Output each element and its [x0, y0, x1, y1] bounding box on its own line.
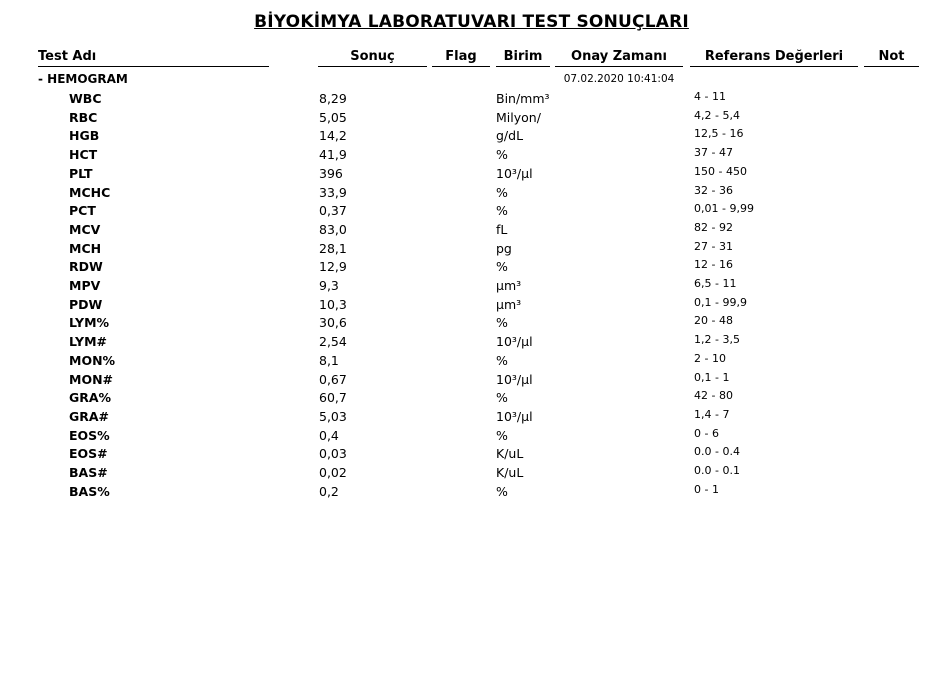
result-value: 9,3 — [319, 278, 339, 293]
test-name: GRA% — [69, 390, 112, 406]
table-row — [0, 372, 943, 391]
header-note: Not — [864, 49, 919, 67]
reference-range: 0,01 - 9,99 — [694, 202, 754, 216]
reference-range: 0.0 - 0.4 — [694, 445, 740, 459]
unit: Milyon/ — [496, 109, 541, 125]
reference-range: 0 - 1 — [694, 482, 719, 496]
test-name: BAS% — [69, 483, 110, 499]
table-row — [0, 409, 943, 428]
reference-range: 20 - 48 — [694, 314, 733, 328]
result-value: 0,02 — [319, 465, 347, 480]
reference-range: 12,5 - 16 — [694, 127, 744, 141]
unit: % — [496, 184, 508, 200]
reference-range: 0.0 - 0.1 — [694, 464, 740, 477]
result-value: 0,37 — [319, 203, 347, 219]
result-value: 5,03 — [319, 408, 347, 424]
table-row — [0, 259, 943, 278]
test-name: LYM# — [69, 334, 107, 350]
result-value: 2,54 — [319, 334, 347, 350]
test-name: EOS# — [69, 446, 108, 462]
unit: 10³/µl — [496, 334, 533, 350]
result-value: 396 — [319, 165, 343, 181]
result-value: 10,3 — [319, 296, 347, 312]
test-name: PDW — [69, 296, 103, 312]
test-name: HGB — [69, 128, 100, 144]
reference-range: 37 - 47 — [694, 146, 733, 160]
reference-range: 27 - 31 — [694, 239, 733, 253]
unit: % — [496, 259, 508, 275]
unit: µm³ — [496, 278, 522, 293]
test-name: GRA# — [69, 408, 110, 424]
unit: % — [496, 352, 508, 368]
result-value: 0,67 — [319, 371, 347, 387]
test-name: MCH — [69, 240, 102, 256]
result-value: 8,29 — [319, 91, 347, 106]
table-row — [0, 110, 943, 129]
header-test-name: Test Adı — [38, 49, 269, 67]
reference-range: 1,2 - 3,5 — [694, 333, 740, 347]
table-row — [0, 147, 943, 166]
reference-range: 4 - 11 — [694, 90, 726, 103]
unit: 10³/µl — [496, 165, 533, 181]
reference-range: 12 - 16 — [694, 258, 733, 272]
test-name: BAS# — [69, 465, 108, 480]
unit: % — [496, 203, 508, 219]
result-value: 60,7 — [319, 390, 347, 406]
result-value: 28,1 — [319, 240, 347, 256]
reference-range: 82 - 92 — [694, 220, 733, 234]
table-row — [0, 334, 943, 353]
reference-range: 2 - 10 — [694, 351, 726, 365]
header-reference-values: Referans Değerleri — [690, 49, 858, 67]
test-name: PLT — [69, 165, 93, 181]
table-row — [0, 185, 943, 204]
unit: 10³/µl — [496, 408, 533, 424]
unit: % — [496, 315, 508, 331]
unit: Bin/mm³ — [496, 91, 550, 106]
header-flag: Flag — [432, 49, 490, 67]
result-value: 33,9 — [319, 184, 347, 200]
table-row — [0, 241, 943, 260]
unit: 10³/µl — [496, 371, 533, 387]
result-value: 14,2 — [319, 128, 347, 144]
reference-range: 32 - 36 — [694, 183, 733, 197]
result-value: 5,05 — [319, 109, 347, 125]
table-row — [0, 353, 943, 372]
unit: g/dL — [496, 128, 524, 144]
unit: K/uL — [496, 465, 524, 480]
table-row — [0, 315, 943, 334]
reference-range: 1,4 - 7 — [694, 407, 730, 421]
header-result: Sonuç — [318, 49, 427, 67]
table-row — [0, 465, 943, 484]
table-row — [0, 297, 943, 316]
result-value: 30,6 — [319, 315, 347, 331]
test-name: LYM% — [69, 315, 110, 331]
reference-range: 150 - 450 — [694, 164, 747, 178]
result-value: 0,03 — [319, 446, 347, 462]
unit: % — [496, 483, 508, 499]
unit: µm³ — [496, 296, 522, 312]
result-value: 41,9 — [319, 147, 347, 163]
reference-range: 0,1 - 1 — [694, 370, 730, 384]
report-title: BİYOKİMYA LABORATUVARI TEST SONUÇLARI — [254, 12, 689, 32]
test-name: MON# — [69, 371, 114, 387]
table-row — [0, 278, 943, 297]
reference-range: 4,2 - 5,4 — [694, 108, 740, 122]
test-name: PCT — [69, 203, 96, 219]
unit: % — [496, 427, 508, 443]
test-name: MPV — [69, 278, 101, 293]
unit: % — [496, 390, 508, 406]
test-name: EOS% — [69, 427, 110, 443]
header-unit: Birim — [496, 49, 550, 67]
test-name: MCHC — [69, 184, 111, 200]
test-name: MCV — [69, 221, 101, 237]
table-row — [0, 128, 943, 147]
reference-range: 6,5 - 11 — [694, 277, 737, 290]
table-row — [0, 484, 943, 503]
result-value: 8,1 — [319, 352, 339, 368]
unit: K/uL — [496, 446, 524, 462]
reference-range: 42 - 80 — [694, 389, 733, 403]
table-row — [0, 446, 943, 465]
table-row — [0, 91, 943, 110]
table-row — [0, 166, 943, 185]
result-value: 0,2 — [319, 483, 339, 499]
test-name: MON% — [69, 352, 116, 368]
reference-range: 0,1 - 99,9 — [694, 295, 747, 309]
reference-range: 0 - 6 — [694, 426, 719, 440]
approval-timestamp: 07.02.2020 10:41:04 — [563, 73, 675, 85]
table-row — [0, 428, 943, 447]
table-row — [0, 390, 943, 409]
section-title: - HEMOGRAM — [38, 72, 128, 86]
table-row — [0, 203, 943, 222]
result-value: 12,9 — [319, 259, 347, 275]
unit: pg — [496, 240, 512, 256]
unit: % — [496, 147, 508, 163]
test-name: RDW — [69, 259, 103, 275]
table-row — [0, 222, 943, 241]
test-name: WBC — [69, 91, 102, 106]
result-value: 83,0 — [319, 221, 347, 237]
unit: fL — [496, 221, 508, 237]
test-name: RBC — [69, 109, 98, 125]
result-value: 0,4 — [319, 427, 339, 443]
header-approval-time: Onay Zamanı — [555, 49, 683, 67]
test-name: HCT — [69, 147, 98, 163]
